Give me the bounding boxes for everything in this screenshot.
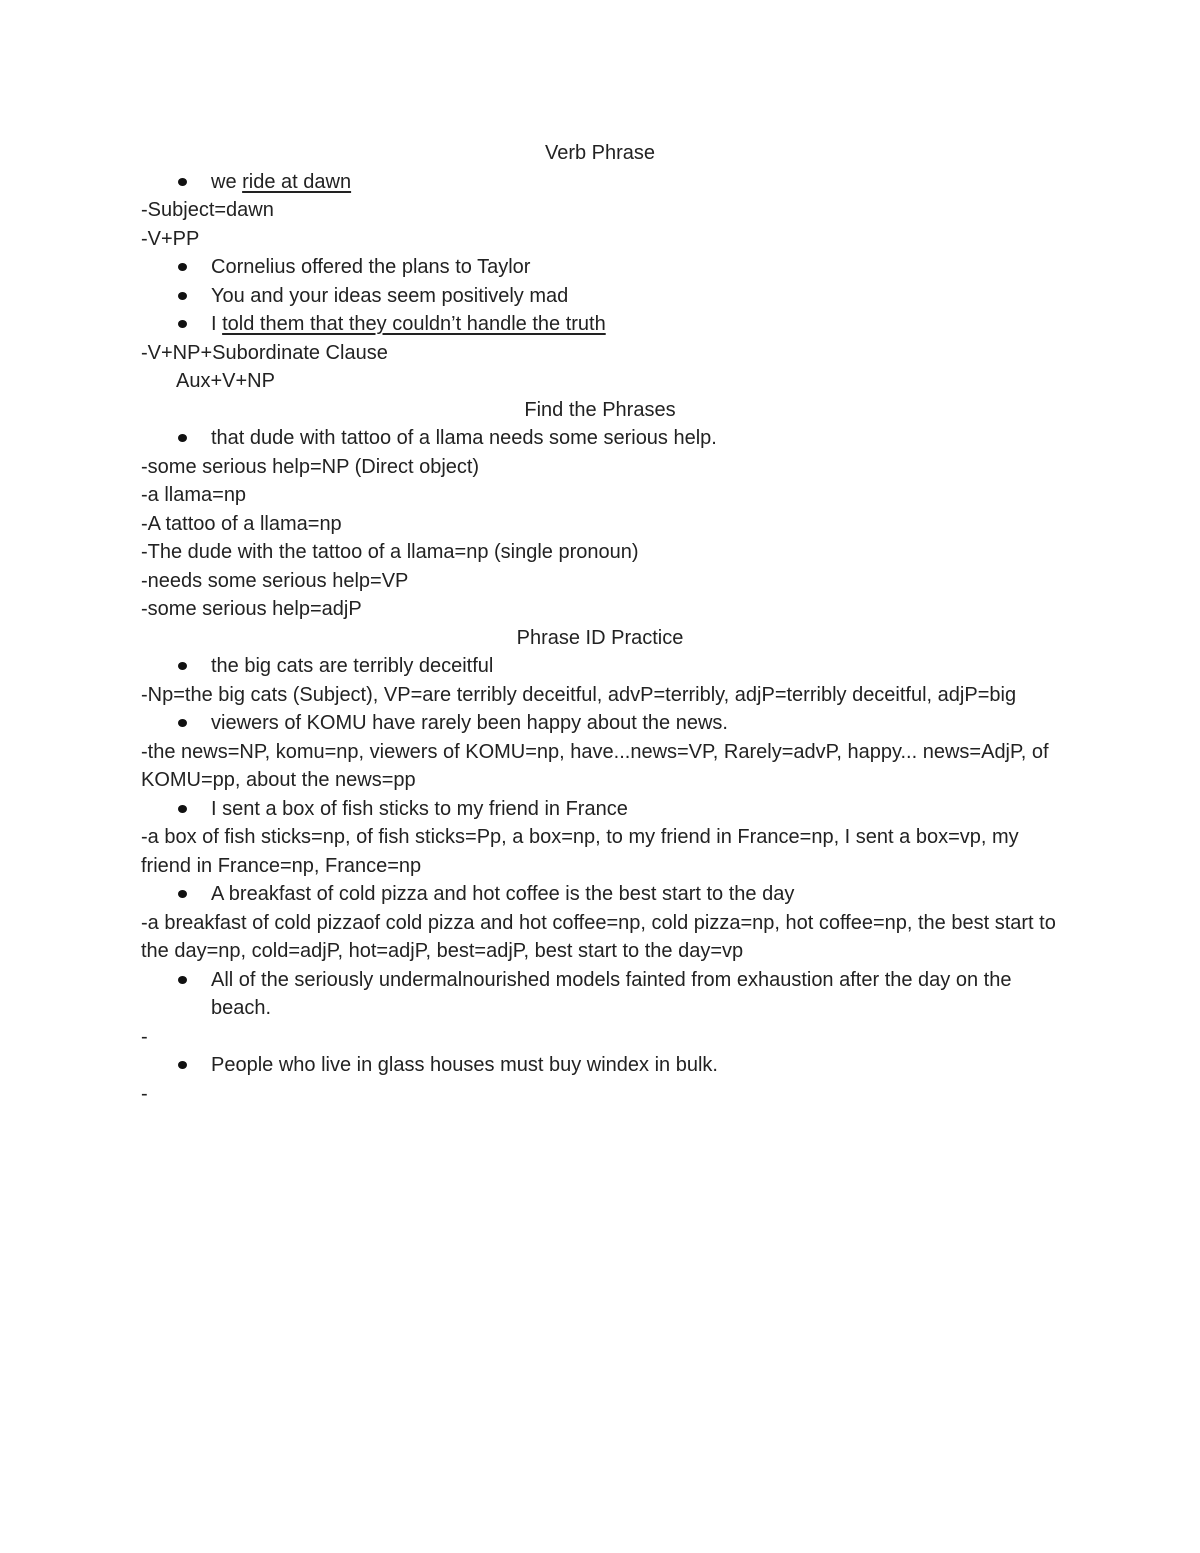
- list-item: [141, 652, 1059, 681]
- answer-line: -the news=NP, komu=np, viewers of KOMU=np, have...news=VP, Rarely=advP, happy... news=AdjP, of KOMU=pp, about the news=pp: [141, 740, 1049, 791]
- sentence-text: All of the seriously undermalnourished models fainted from exhaustion after the day on the beach.: [211, 968, 1012, 1019]
- list-item: [141, 795, 1059, 824]
- note-line: -some serious help=NP (Direct object): [141, 455, 480, 478]
- heading-verb-phrase: Verb Phrase: [544, 142, 656, 164]
- sentence-prefix: we: [211, 170, 243, 193]
- document-page: [141, 139, 1059, 1108]
- heading-find-the-phrases: Find the Phrases: [524, 398, 676, 421]
- answer-line: -a breakfast of cold pizzaof cold pizza and hot coffee=np, cold pizza=np, hot coffee=np, the best start to the day=np, cold=adjP, hot=adjP, best=adjP, best start to the day=vp: [141, 911, 1056, 962]
- sentence-text: that dude with tattoo of a llama needs some serious help.: [211, 427, 717, 449]
- bullet-icon: [178, 292, 187, 300]
- bullet-icon: [178, 662, 187, 670]
- sentence-text: You and your ideas seem positively mad: [211, 284, 569, 307]
- bullet-icon: [178, 719, 187, 727]
- list-item: [141, 1051, 1059, 1080]
- list-item: [141, 709, 1059, 738]
- answer-line: -: [141, 1025, 148, 1048]
- underlined-phrase: told them that they couldn’t handle the truth: [222, 313, 606, 335]
- list-item: [141, 310, 1059, 339]
- list-item: [141, 424, 1059, 453]
- note-line: -V+NP+Subordinate Clause: [141, 341, 388, 364]
- list-item: [141, 168, 1059, 197]
- note-line: -needs some serious help=VP: [141, 569, 409, 592]
- note-line-indented: Aux+V+NP: [176, 370, 275, 392]
- sentence-text: I sent a box of fish sticks to my friend in France: [211, 797, 628, 820]
- sentence-text: the big cats are terribly deceitful: [211, 655, 494, 677]
- sentence-text: People who live in glass houses must buy windex in bulk.: [211, 1054, 718, 1076]
- sentence-prefix: I: [211, 313, 223, 335]
- bullet-icon: [178, 890, 187, 898]
- bullet-icon: [178, 976, 187, 984]
- note-line: -a llama=np: [141, 484, 247, 506]
- sentence-text: A breakfast of cold pizza and hot coffee is the best start to the day: [211, 883, 795, 905]
- answer-line: -Np=the big cats (Subject), VP=are terribly deceitful, advP=terribly, adjP=terribly deceitful, adjP=big: [141, 683, 1017, 706]
- list-item: [141, 966, 1059, 1023]
- bullet-icon: [178, 178, 187, 186]
- note-line: -Subject=dawn: [141, 199, 274, 221]
- note-line: -A tattoo of a llama=np: [141, 512, 342, 535]
- note-line: -The dude with the tattoo of a llama=np (single pronoun): [141, 541, 639, 563]
- sentence-text: Cornelius offered the plans to Taylor: [211, 256, 531, 278]
- list-item: [141, 282, 1059, 311]
- heading-phrase-id-practice: Phrase ID Practice: [516, 626, 684, 649]
- sentence-text: viewers of KOMU have rarely been happy about the news.: [211, 712, 728, 734]
- bullet-icon: [178, 1061, 187, 1069]
- bullet-icon: [178, 263, 187, 271]
- answer-line: -a box of fish sticks=np, of fish sticks=Pp, a box=np, to my friend in France=np, I sent a box=vp, my friend in France=np, France=np: [141, 826, 1019, 877]
- list-item: [141, 253, 1059, 282]
- note-line: -V+PP: [141, 227, 200, 250]
- bullet-icon: [178, 805, 187, 813]
- list-item: [141, 880, 1059, 909]
- note-line: -some serious help=adjP: [141, 598, 362, 620]
- answer-line: -: [141, 1082, 148, 1105]
- underlined-phrase: ride at dawn: [242, 170, 352, 193]
- bullet-icon: [178, 320, 187, 328]
- bullet-icon: [178, 434, 187, 442]
